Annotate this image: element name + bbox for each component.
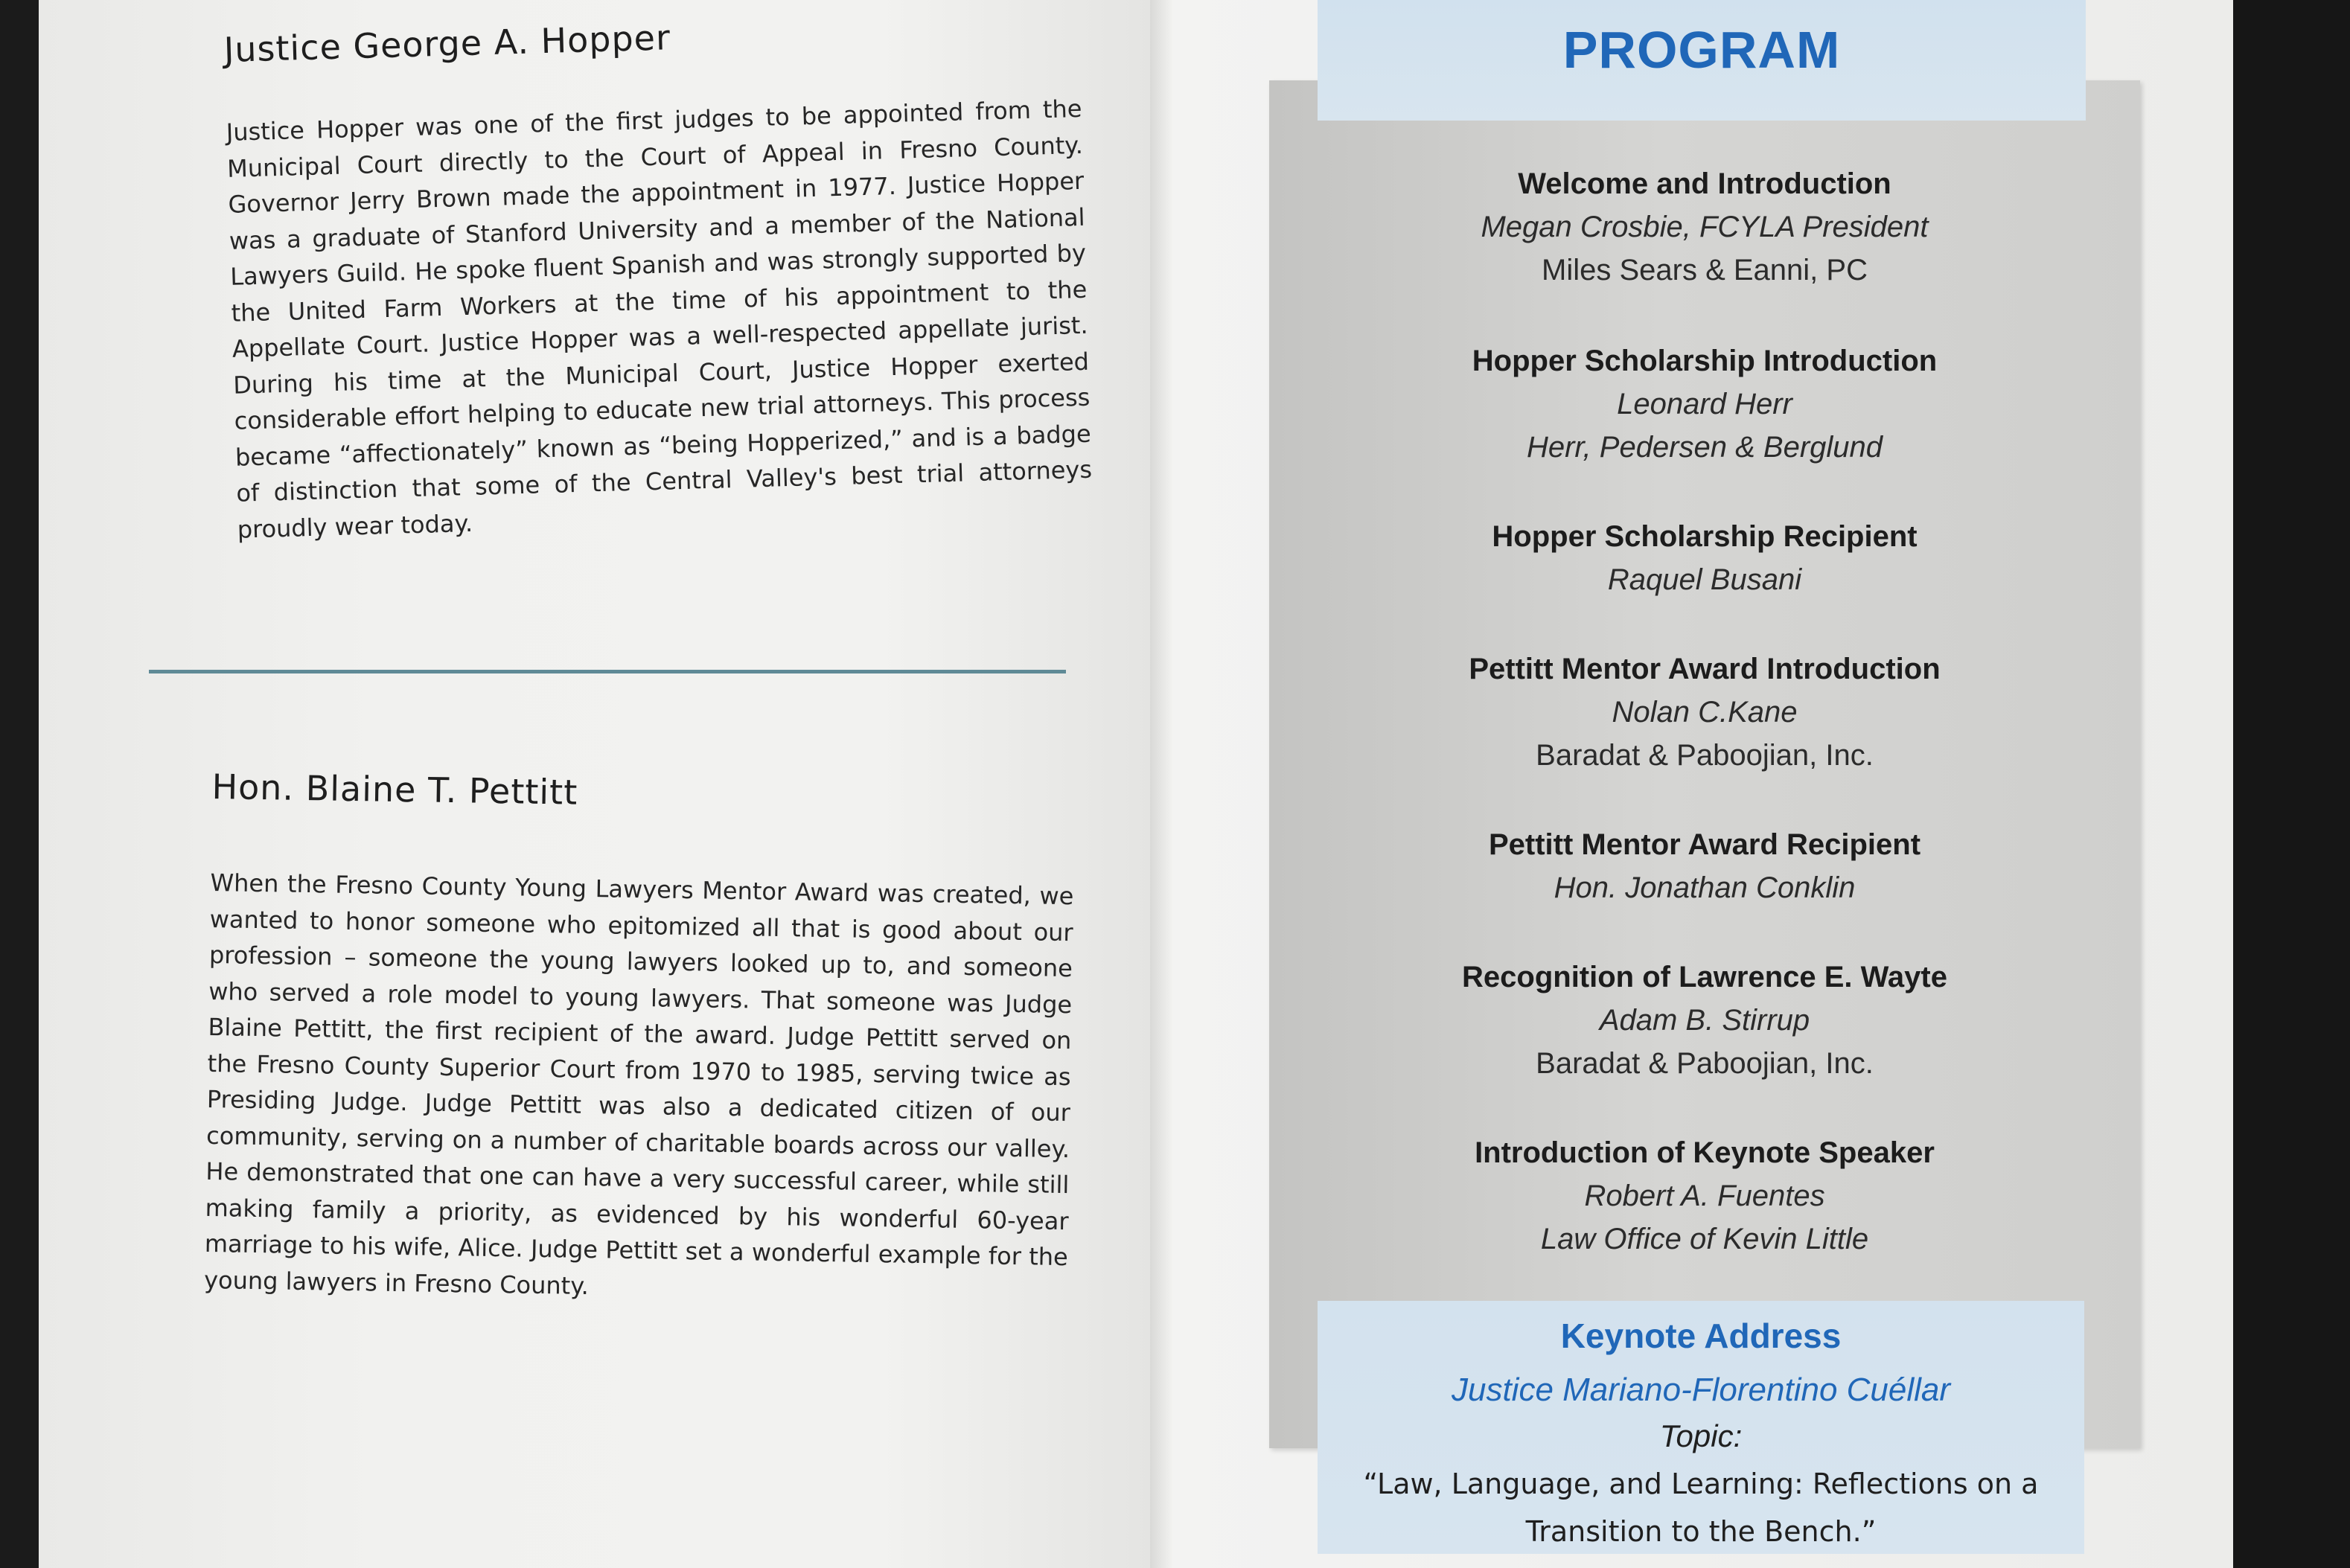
program-item-title: Hopper Scholarship Recipient xyxy=(1492,520,1918,553)
program-item-affiliation: Baradat & Paboojian, Inc. xyxy=(1536,739,1874,772)
program-item-presenter: Raquel Busani xyxy=(1607,563,1802,596)
program-item xyxy=(1269,823,2140,909)
program-item xyxy=(1269,515,2140,601)
program-item-presenter: Nolan C.Kane xyxy=(1612,696,1798,729)
program-item-presenter: Megan Crosbie, FCYLA President xyxy=(1481,211,1929,243)
program-item-presenter: Hon. Jonathan Conklin xyxy=(1554,871,1856,904)
keynote-title: Keynote Address xyxy=(1560,1316,1842,1355)
program-item-affiliation: Law Office of Kevin Little xyxy=(1540,1223,1869,1255)
background-edge xyxy=(2233,0,2350,1568)
hopper-body: Justice Hopper was one of the first judges to be appointed from the Municipal Court directly to the Court of Appeal in Fresno County. Governor Jerry Brown made the appointment in 1977. Justice Hopper was a graduate of Stanford University and a member of the National Lawyers Guild. He spoke fluent Spanish and was strongly supported by the United Farm Workers at the time of his appointment to the Appellate Court. Justice Hopper was a well-respected appellate jurist. During his time at the Municipal Court, Justice Hopper exerted considerable effort helping to educate new trial attorneys. This process became “affectionately” known as “being Hopperized,” and is a badge of distinction that some of the Central Valley's best trial attorneys proudly wear today. xyxy=(226,94,1093,544)
program-header xyxy=(1318,0,2086,121)
hopper-heading: Justice George A. Hopper xyxy=(223,17,671,70)
program-item xyxy=(1269,339,2140,469)
program-item xyxy=(1269,162,2140,292)
program-title: PROGRAM xyxy=(1562,21,1841,79)
program-item xyxy=(1269,956,2140,1085)
program-item-affiliation: Baradat & Paboojian, Inc. xyxy=(1536,1047,1874,1080)
program-item-affiliation: Herr, Pedersen & Berglund xyxy=(1526,431,1883,464)
program-item-presenter: Leonard Herr xyxy=(1617,388,1792,420)
keynote-topic: “Law, Language, and Learning: Reflections on a Transition to the Bench.” xyxy=(1363,1468,2039,1548)
page-fold xyxy=(1150,0,1172,1568)
program-item-title: Recognition of Lawrence E. Wayte xyxy=(1462,961,1947,993)
program-item-title: Pettitt Mentor Award Recipient xyxy=(1488,828,1921,861)
program-item-affiliation: Miles Sears & Eanni, PC xyxy=(1542,254,1868,287)
hopper-bio xyxy=(223,6,1093,548)
pettitt-bio xyxy=(204,767,1076,1311)
keynote-topic-label: Topic: xyxy=(1659,1418,1743,1453)
program-item-title: Hopper Scholarship Introduction xyxy=(1472,345,1938,377)
pettitt-body: When the Fresno County Young Lawyers Mentor Award was created, we wanted to honor someone who epitomized all that is good about our profession – someone the young lawyers looked up to, and someone who served a role model to young lawyers. That someone was Judge Blaine Pettitt, the first recipient of the award. Judge Pettitt served on the Fresno County Superior Court from 1970 to 1985, serving twice as Presiding Judge. Judge Pettitt was also a dedicated citizen of our community, serving on a number of charitable boards across our valley. He demonstrated that one can have a very successful career, while still making family a priority, as evidenced by his wonderful 60-year marriage to his wife, Alice. Judge Pettitt set a wonderful example for the young lawyers in Fresno County. xyxy=(203,868,1074,1300)
program-item-title: Introduction of Keynote Speaker xyxy=(1475,1136,1935,1169)
program-item-presenter: Robert A. Fuentes xyxy=(1584,1180,1825,1212)
program-item-presenter: Adam B. Stirrup xyxy=(1599,1004,1810,1037)
keynote-speaker: Justice Mariano-Florentino Cuéllar xyxy=(1451,1372,1951,1408)
program-item-title: Pettitt Mentor Award Introduction xyxy=(1469,653,1941,685)
program-item xyxy=(1269,647,2140,777)
section-divider xyxy=(149,670,1066,673)
program-item xyxy=(1269,1131,2140,1261)
keynote-box xyxy=(1318,1301,2084,1554)
program-item-title: Welcome and Introduction xyxy=(1518,167,1891,200)
pettitt-heading: Hon. Blaine T. Pettitt xyxy=(211,767,578,813)
